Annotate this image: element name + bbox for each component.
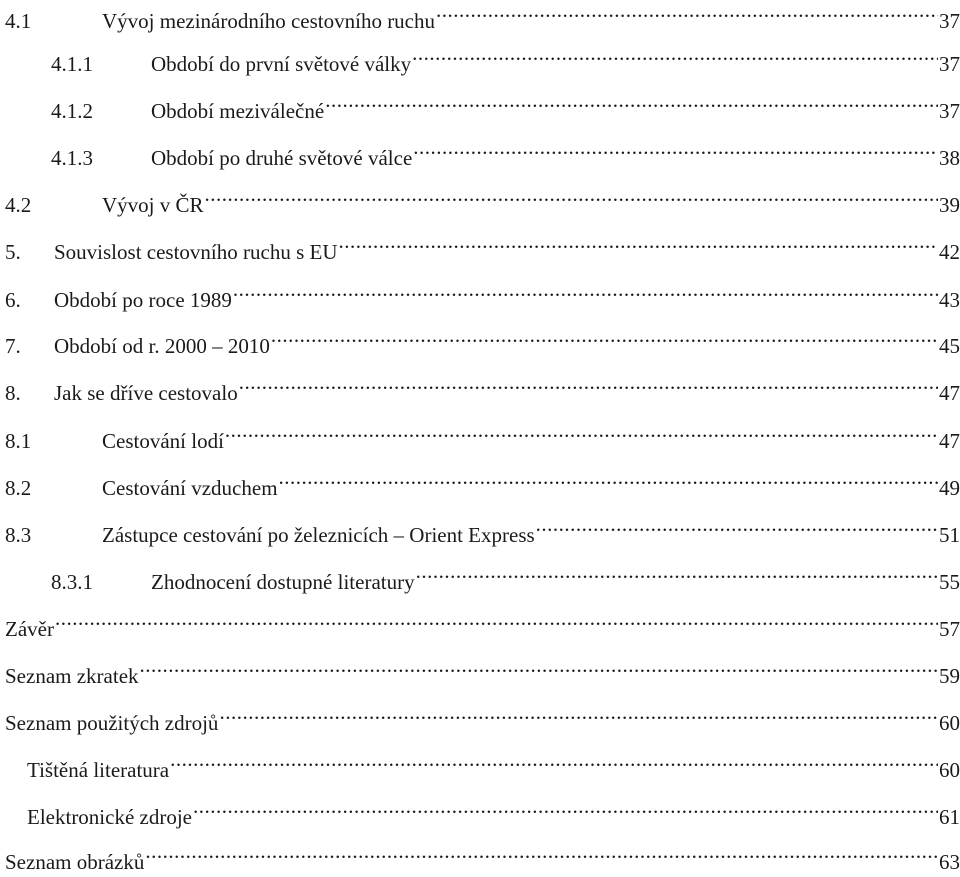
toc-page-number: 45 (939, 334, 960, 358)
toc-entry-4-1[interactable] (0, 0, 960, 33)
toc-page-number: 60 (939, 758, 960, 782)
toc-page-number: 43 (939, 288, 960, 312)
toc-page-number: 47 (939, 429, 960, 453)
toc-page-number: 49 (939, 476, 960, 500)
toc-title: Období po roce 1989 (54, 288, 232, 312)
toc-number: 6. (5, 288, 21, 312)
dot-leader (233, 277, 938, 307)
toc-title: Závěr (5, 617, 54, 641)
toc-entry-tistena-literatura[interactable] (0, 747, 960, 782)
toc-number: 4.1.1 (51, 52, 93, 76)
toc-number: 8.3 (5, 523, 32, 547)
toc-entry-seznam-zdroju[interactable] (0, 700, 960, 735)
toc-page-number: 39 (939, 193, 960, 217)
toc-title: Cestování lodí (102, 429, 224, 453)
toc-number: 8.2 (5, 476, 32, 500)
toc-title: Elektronické zdroje (27, 805, 193, 829)
toc-title: Období od r. 2000 – 2010 (54, 334, 270, 358)
toc-entry-zaver[interactable] (0, 606, 960, 641)
dot-leader (55, 606, 938, 636)
toc-page-number: 55 (939, 570, 960, 594)
toc-title: Zhodnocení dostupné literatury (151, 570, 415, 594)
dot-leader (145, 839, 938, 869)
toc-page-number: 37 (939, 9, 960, 33)
toc-entry-5[interactable] (0, 229, 960, 264)
toc-page-number: 59 (939, 664, 960, 688)
dot-leader (219, 700, 938, 730)
toc-entry-6[interactable] (0, 277, 960, 312)
toc-page-number: 60 (939, 711, 960, 735)
toc-number: 4.2 (5, 193, 32, 217)
toc-page-number: 63 (939, 850, 960, 874)
dot-leader (205, 182, 938, 212)
toc-entry-4-1-3[interactable] (0, 135, 960, 170)
toc-entry-8-1[interactable] (0, 418, 960, 453)
toc-entry-4-2[interactable] (0, 182, 960, 217)
toc-number: 4.1.3 (51, 146, 93, 170)
toc-page-number: 51 (939, 523, 960, 547)
toc-page-number: 61 (939, 805, 960, 829)
dot-leader (225, 418, 938, 448)
toc-title: Jak se dříve cestovalo (54, 381, 238, 405)
toc-page-number: 57 (939, 617, 960, 641)
toc-title: Souvislost cestovního ruchu s EU (54, 240, 338, 264)
toc-title: Seznam použitých zdrojů (5, 711, 219, 735)
toc-title: Cestování vzduchem (102, 476, 278, 500)
dot-leader (239, 370, 938, 400)
toc-entry-seznam-zkratek[interactable] (0, 653, 960, 688)
toc-entry-8-3-1[interactable] (0, 559, 960, 594)
toc-title: Období meziválečné (151, 99, 325, 123)
toc-title: Vývoj v ČR (102, 193, 204, 217)
dot-leader (412, 41, 938, 71)
dot-leader (325, 88, 938, 118)
toc-number: 8.1 (5, 429, 32, 453)
toc-title: Tištěná literatura (27, 758, 170, 782)
dot-leader (140, 653, 938, 683)
dot-leader (339, 229, 939, 259)
toc-number: 8.3.1 (51, 570, 93, 594)
toc-number: 7. (5, 334, 21, 358)
toc-page-number: 42 (939, 240, 960, 264)
dot-leader (436, 0, 938, 28)
toc-entry-7[interactable] (0, 323, 960, 358)
toc-entry-8-3[interactable] (0, 512, 960, 547)
toc-title: Zástupce cestování po železnicích – Orient Express (102, 523, 535, 547)
toc-title: Období po druhé světové válce (151, 146, 413, 170)
toc-entry-8[interactable] (0, 370, 960, 405)
dot-leader (413, 135, 938, 165)
toc-entry-4-1-1[interactable] (0, 41, 960, 76)
toc-page-number: 37 (939, 52, 960, 76)
toc-number: 5. (5, 240, 21, 264)
toc-number: 8. (5, 381, 21, 405)
dot-leader (170, 747, 938, 777)
dot-leader (279, 465, 938, 495)
toc-title: Období do první světové války (151, 52, 412, 76)
toc-entry-seznam-obrazku[interactable] (0, 839, 960, 874)
toc-title: Seznam zkratek (5, 664, 139, 688)
dot-leader (536, 512, 938, 542)
toc-number: 4.1 (5, 9, 32, 33)
dot-leader (416, 559, 938, 589)
dot-leader (193, 794, 938, 824)
toc-page-number: 47 (939, 381, 960, 405)
toc-entry-8-2[interactable] (0, 465, 960, 500)
toc-entry-4-1-2[interactable] (0, 88, 960, 123)
dot-leader (271, 323, 938, 353)
toc-entry-elektronicke-zdroje[interactable] (0, 794, 960, 829)
toc-title: Vývoj mezinárodního cestovního ruchu (102, 9, 436, 33)
toc-page-number: 38 (939, 146, 960, 170)
toc-number: 4.1.2 (51, 99, 93, 123)
toc-title: Seznam obrázků (5, 850, 145, 874)
toc-page-number: 37 (939, 99, 960, 123)
